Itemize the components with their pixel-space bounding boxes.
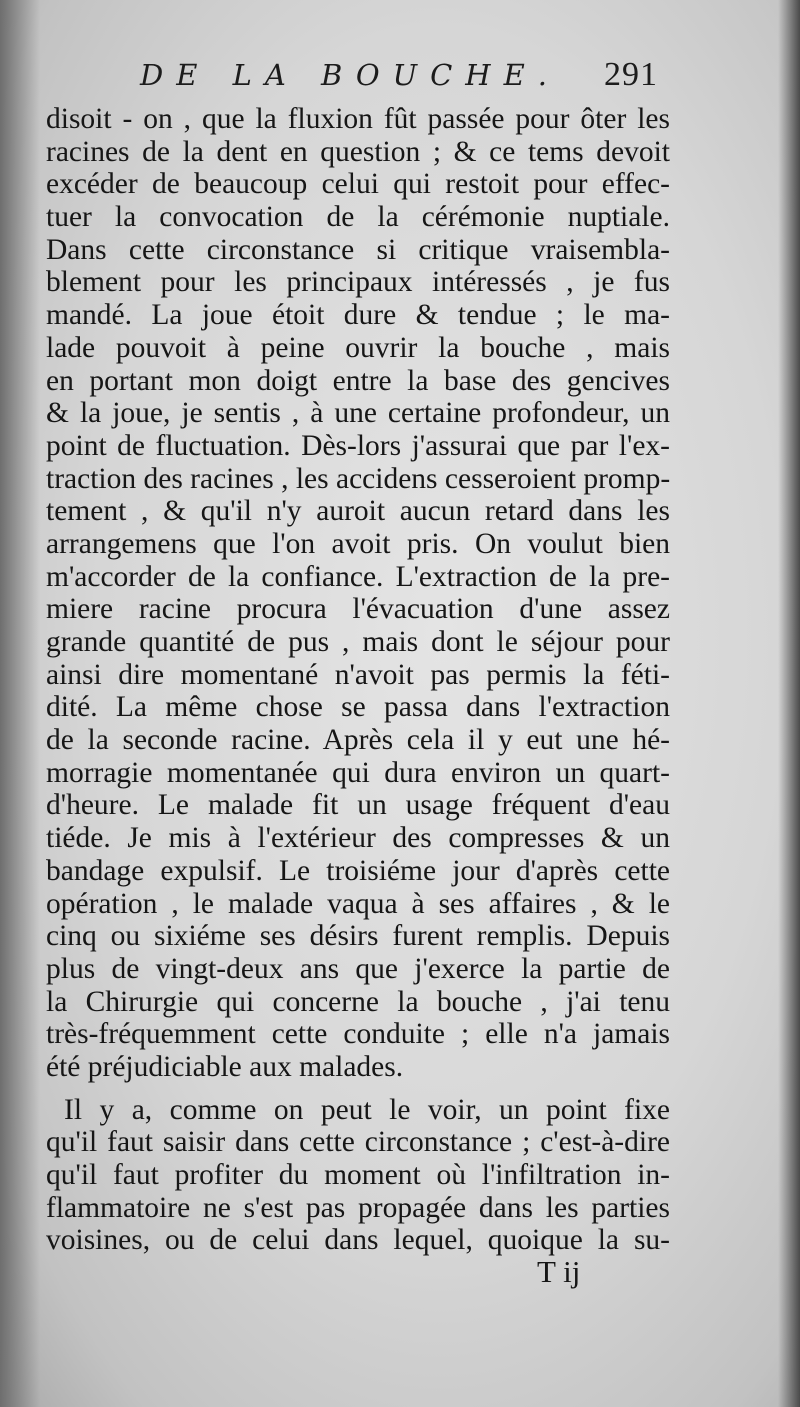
text-line: & la joue, je sentis , à une certaine profondeur, un (46, 397, 670, 430)
running-head: DE LA BOUCHE. (140, 58, 560, 92)
text-line: bandage expulsif. Le troisiéme jour d'après cette (46, 854, 670, 887)
text-line: voisines, ou de celui dans lequel, quoique la su- (46, 1224, 670, 1257)
text-line: dité. La même chose se passa dans l'extraction (46, 691, 670, 724)
text-line: qu'il faut saisir dans cette circonstance ; c'est-à-dire (46, 1126, 670, 1159)
text-line: flammatoire ne s'est pas propagée dans les parties (46, 1191, 670, 1224)
text-line: cinq ou sixiéme ses désirs furent remplis. Depuis (46, 920, 670, 953)
text-line: tement , & qu'il n'y auroit aucun retard dans les (46, 495, 670, 528)
paragraph-gap (46, 1084, 670, 1094)
text-line: excéder de beaucoup celui qui restoit pour effec- (46, 168, 670, 201)
page-number: 291 (604, 56, 658, 93)
text-line: opération , le malade vaqua à ses affaires , & le (46, 887, 670, 920)
text-line: traction des racines , les accidens cesseroient promp- (46, 462, 671, 495)
text-line: racines de la dent en question ; & ce tems devoit (46, 135, 670, 168)
text-line: la Chirurgie qui concerne la bouche , j'ai tenu (46, 985, 670, 1018)
text-line: très-fréquemment cette conduite ; elle n'a jamais (46, 1018, 670, 1051)
text-line: été préjudiciable aux malades. (46, 1050, 404, 1083)
text-line: m'accorder de la confiance. L'extraction de la pre- (46, 560, 670, 593)
text-line: lade pouvoit à peine ouvrir la bouche , mais (46, 331, 670, 364)
text-line: Il y a, comme on peut le voir, un point fixe (64, 1093, 670, 1126)
signature-mark: T ij (537, 1254, 581, 1289)
text-line: morragie momentanée qui dura environ un quart- (46, 756, 670, 789)
text-line: de la seconde racine. Après cela il y eut une hé- (46, 724, 670, 757)
text-line: blement pour les principaux intéressés , je fus (46, 266, 670, 299)
page-text (46, 103, 670, 1257)
text-line: arrangemens que l'on avoit pris. On voulut bien (46, 527, 670, 560)
text-line: ainsi dire momentané n'avoit pas permis la féti- (46, 658, 670, 691)
text-line: Dans cette circonstance si critique vraisembla- (46, 233, 670, 266)
text-line: plus de vingt-deux ans que j'exerce la partie de (46, 952, 670, 985)
text-line: mandé. La joue étoit dure & tendue ; le ma- (46, 299, 670, 332)
text-line: qu'il faut profiter du moment où l'infiltration in- (46, 1159, 670, 1191)
text-line: disoit - on , que la fluxion fût passée pour ôter les (46, 103, 670, 135)
text-line: grande quantité de pus , mais dont le séjour pour (46, 626, 670, 658)
text-line: miere racine procura l'évacuation d'une assez (46, 593, 670, 626)
text-line: en portant mon doigt entre la base des gencives (46, 364, 670, 397)
text-line: tuer la convocation de la cérémonie nuptiale. (46, 201, 670, 234)
text-line: tiéde. Je mis à l'extérieur des compresses & un (46, 822, 670, 855)
text-line: d'heure. Le malade fit un usage fréquent d'eau (46, 789, 670, 822)
text-line: point de fluctuation. Dès-lors j'assurai que par l'ex- (46, 429, 670, 462)
